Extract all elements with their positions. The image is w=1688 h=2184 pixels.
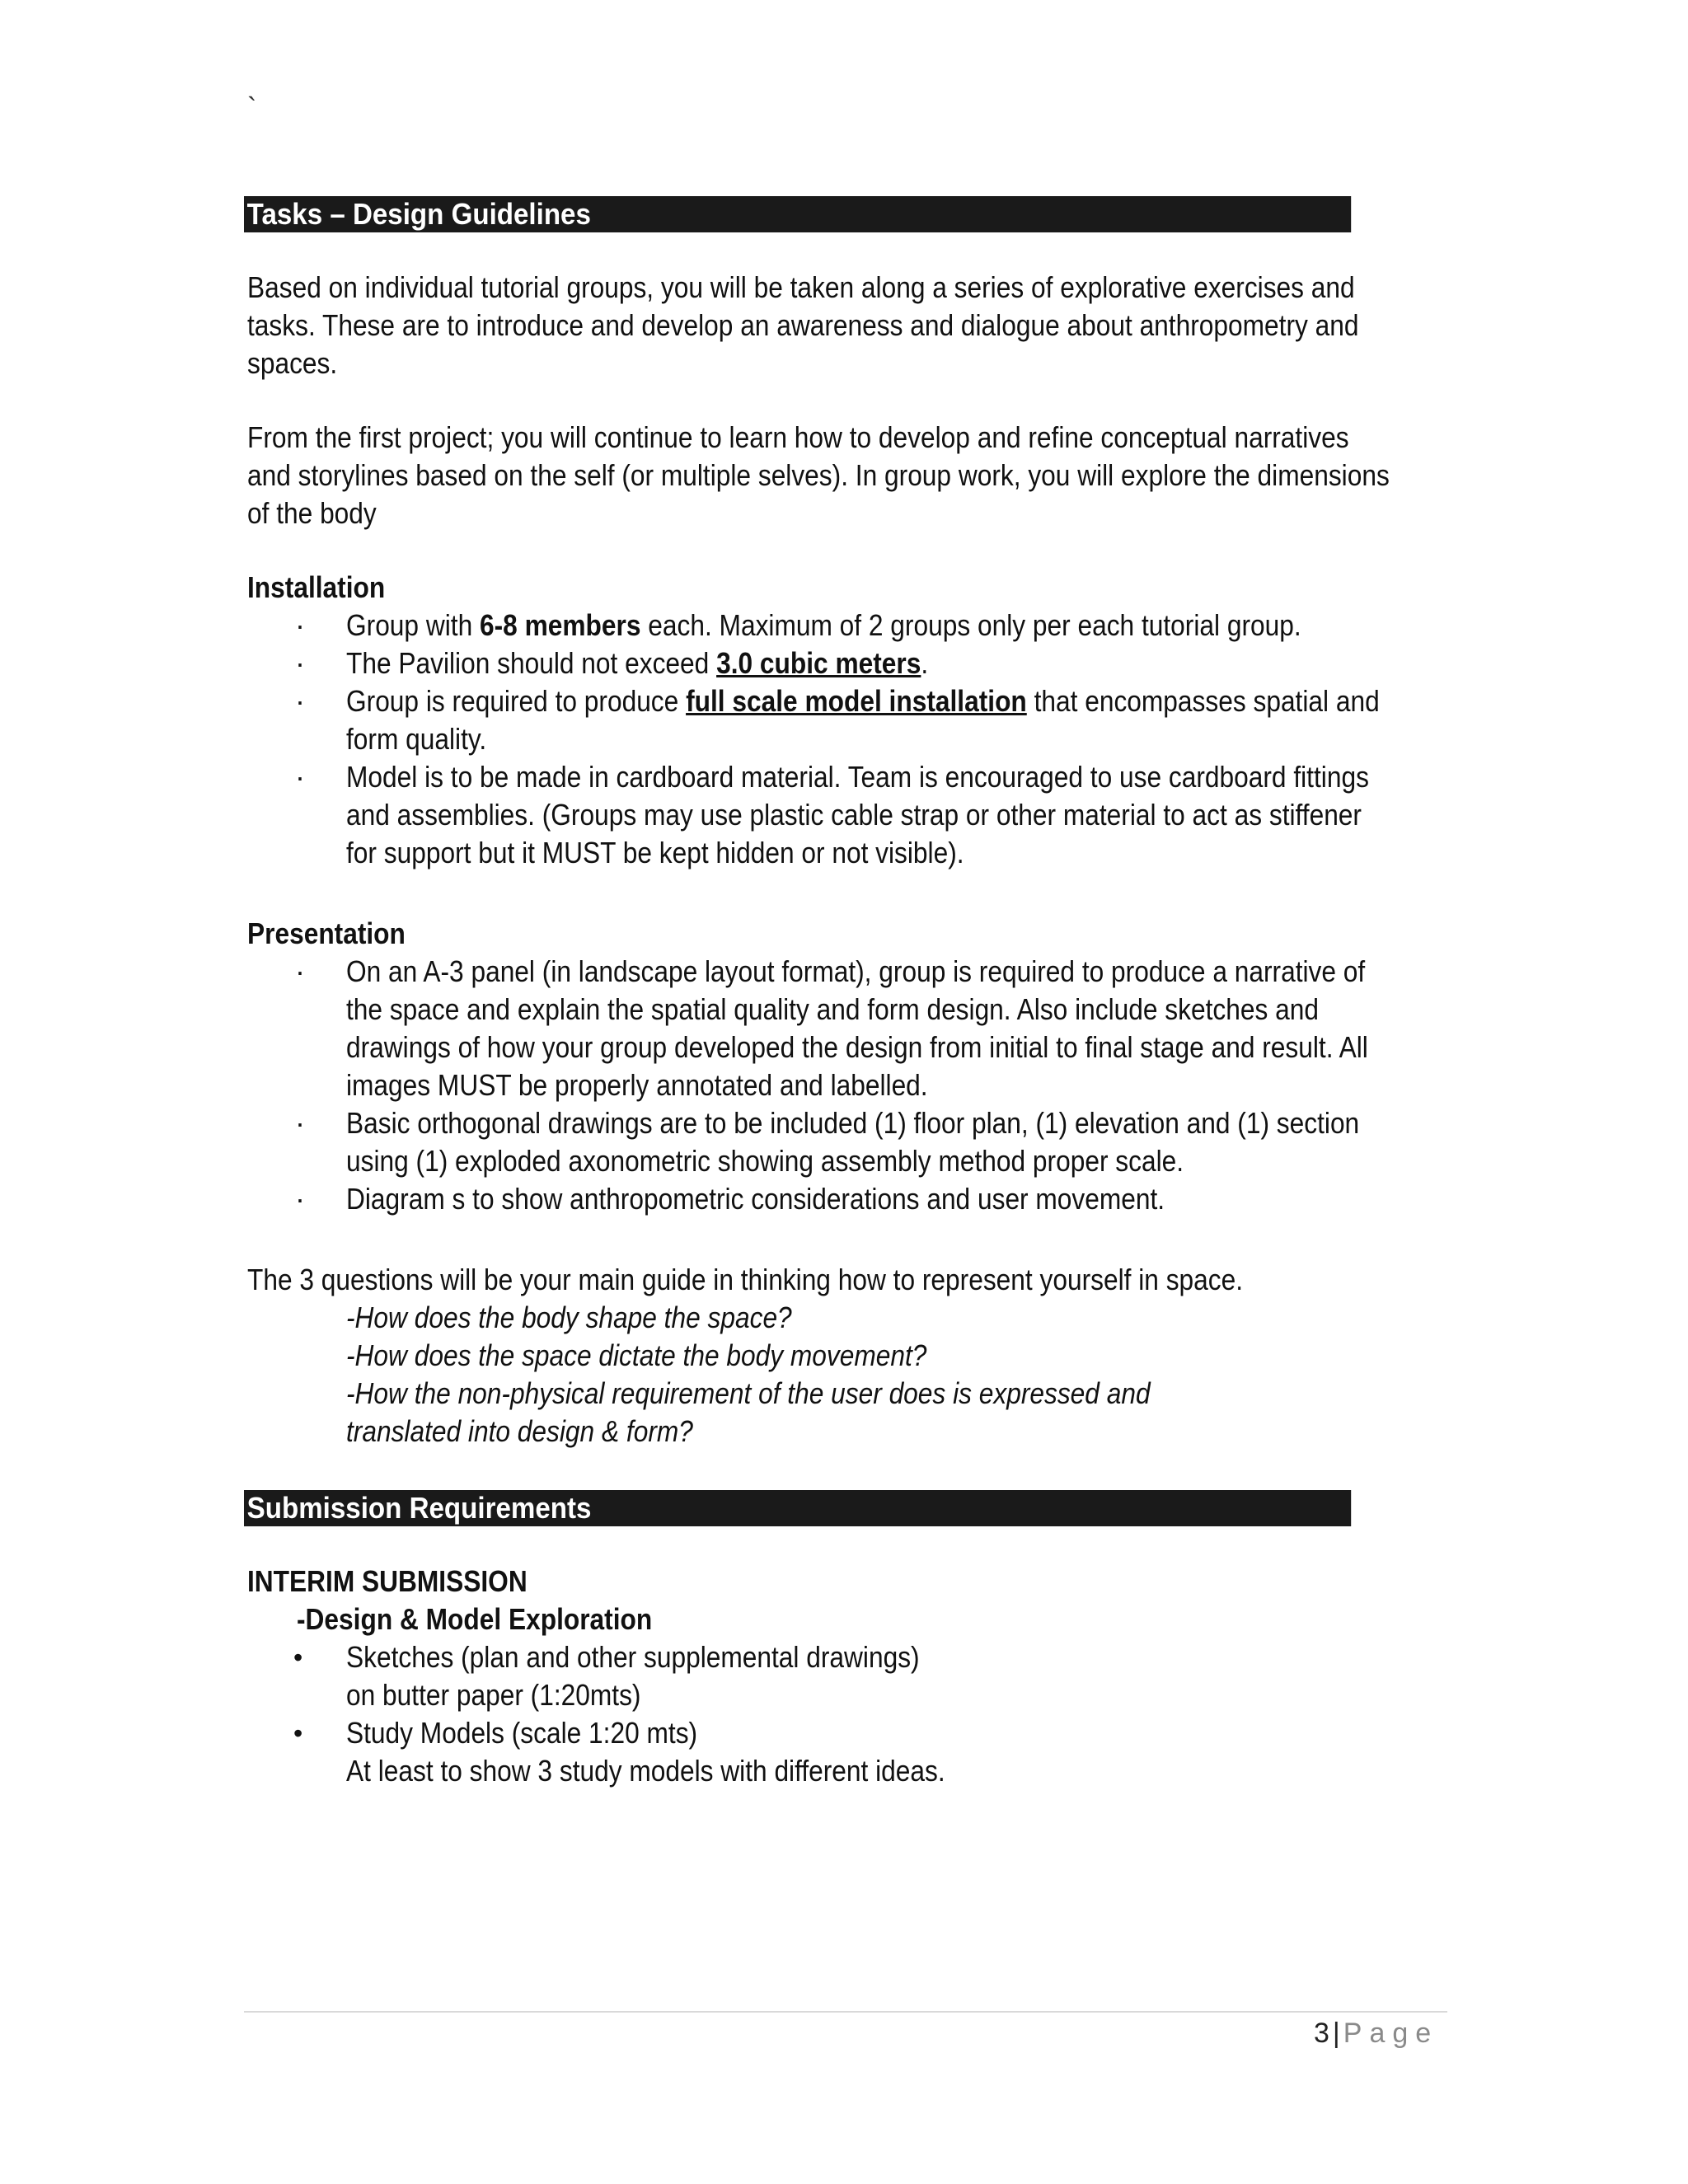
interim-list — [247, 1638, 1451, 1790]
submission-section-title: Submission Requirements — [246, 1491, 592, 1525]
text-line: On an A-3 panel (in landscape layout format), group is required to produce a narrative of — [346, 954, 1366, 988]
text-line: images MUST be properly annotated and labelled. — [346, 1068, 928, 1102]
bullet-dot: · — [295, 1106, 305, 1140]
text-line: Diagram s to show anthropometric considerations and user movement. — [346, 1182, 1165, 1216]
interim-subheading: -Design & Model Exploration — [297, 1602, 653, 1636]
list-item — [247, 607, 1451, 644]
footer-divider — [244, 2011, 1447, 2013]
text-line: and storylines based on the self (or multiple selves). In group work, you will explore the dimensions — [247, 458, 1390, 492]
text-line: form quality. — [346, 722, 487, 756]
list-item — [247, 1638, 1451, 1714]
text-line: spaces. — [247, 346, 338, 380]
text-line: of the body — [247, 496, 377, 530]
text-line: Basic orthogonal drawings are to be included (1) floor plan, (1) elevation and (1) section — [346, 1106, 1360, 1140]
question-1: -How does the body shape the space? — [346, 1301, 792, 1334]
text-line: The Pavilion should not exceed 3.0 cubic meters. — [346, 646, 929, 680]
text-line: the space and explain the spatial quality and form design. Also include sketches and — [346, 992, 1319, 1026]
interim-submission-section — [247, 1563, 1451, 1790]
installation-list — [247, 607, 1451, 872]
text-line: Group with 6-8 members each. Maximum of 2 groups only per each tutorial group. — [346, 608, 1301, 642]
emphasis: 6-8 members — [479, 608, 641, 642]
question-3-continued: translated into design & form? — [346, 1414, 693, 1448]
bullet-disc: • — [293, 1643, 303, 1672]
text-line: for support but it MUST be kept hidden or not visible). — [346, 836, 964, 869]
list-item — [247, 953, 1451, 1104]
installation-section — [247, 569, 1451, 872]
interim-heading: INTERIM SUBMISSION — [247, 1564, 528, 1598]
questions-lead: The 3 questions will be your main guide in thinking how to represent yourself in space. — [247, 1263, 1244, 1296]
text-line: At least to show 3 study models with different ideas. — [346, 1754, 945, 1788]
emphasis-underlined: full scale model installation — [686, 684, 1027, 718]
bullet-dot: · — [295, 954, 305, 988]
text-line: Sketches (plan and other supplemental drawings) — [346, 1640, 920, 1674]
questions-section — [247, 1261, 1451, 1451]
submission-section-header — [244, 1490, 1351, 1526]
presentation-heading: Presentation — [247, 916, 406, 950]
presentation-section — [247, 915, 1451, 1218]
text-line: on butter paper (1:20mts) — [346, 1678, 641, 1712]
list-item — [247, 758, 1451, 872]
text-line: and assemblies. (Groups may use plastic cable strap or other material to act as stiffener — [346, 798, 1362, 832]
text-line: drawings of how your group developed the design from initial to final stage and result. All — [346, 1030, 1368, 1064]
text-line: tasks. These are to introduce and develop an awareness and dialogue about anthropometry and — [247, 308, 1359, 342]
text-line: From the first project; you will continue to learn how to develop and refine conceptual narratives — [247, 420, 1349, 454]
intro-paragraph-1 — [247, 269, 1451, 382]
bullet-dot: · — [295, 684, 305, 718]
list-item — [247, 1714, 1451, 1790]
page-number — [1314, 2018, 1438, 2050]
question-3: -How the non-physical requirement of the user does is expressed and — [346, 1376, 1151, 1410]
intro-paragraph-2 — [247, 419, 1451, 532]
list-item — [247, 1104, 1451, 1180]
bullet-dot: · — [295, 646, 305, 680]
stray-mark: ` — [247, 92, 257, 124]
text-line: using (1) exploded axonometric showing assembly method proper scale. — [346, 1144, 1184, 1178]
installation-heading: Installation — [247, 570, 386, 604]
text-line: Based on individual tutorial groups, you will be taken along a series of explorative exercises and — [247, 270, 1355, 304]
text-line: Model is to be made in cardboard material. Team is encouraged to use cardboard fittings — [346, 760, 1369, 794]
tasks-section-header — [244, 196, 1351, 232]
page-number-value: 3 — [1314, 2018, 1329, 2049]
bullet-dot: · — [295, 608, 305, 642]
presentation-list — [247, 953, 1451, 1218]
question-2: -How does the space dictate the body movement? — [346, 1338, 927, 1372]
page-number-separator: | — [1332, 2018, 1340, 2049]
bullet-disc: • — [293, 1718, 303, 1748]
list-item — [247, 644, 1451, 682]
bullet-dot: · — [295, 760, 305, 794]
list-item — [247, 682, 1451, 758]
text-line: Group is required to produce full scale model installation that encompasses spatial and — [346, 684, 1380, 718]
list-item — [247, 1180, 1451, 1218]
emphasis-underlined: 3.0 cubic meters — [716, 646, 921, 680]
bullet-dot: · — [295, 1182, 305, 1216]
tasks-section-title: Tasks – Design Guidelines — [246, 197, 591, 231]
page-word: Page — [1343, 2018, 1439, 2049]
text-line: Study Models (scale 1:20 mts) — [346, 1716, 698, 1750]
